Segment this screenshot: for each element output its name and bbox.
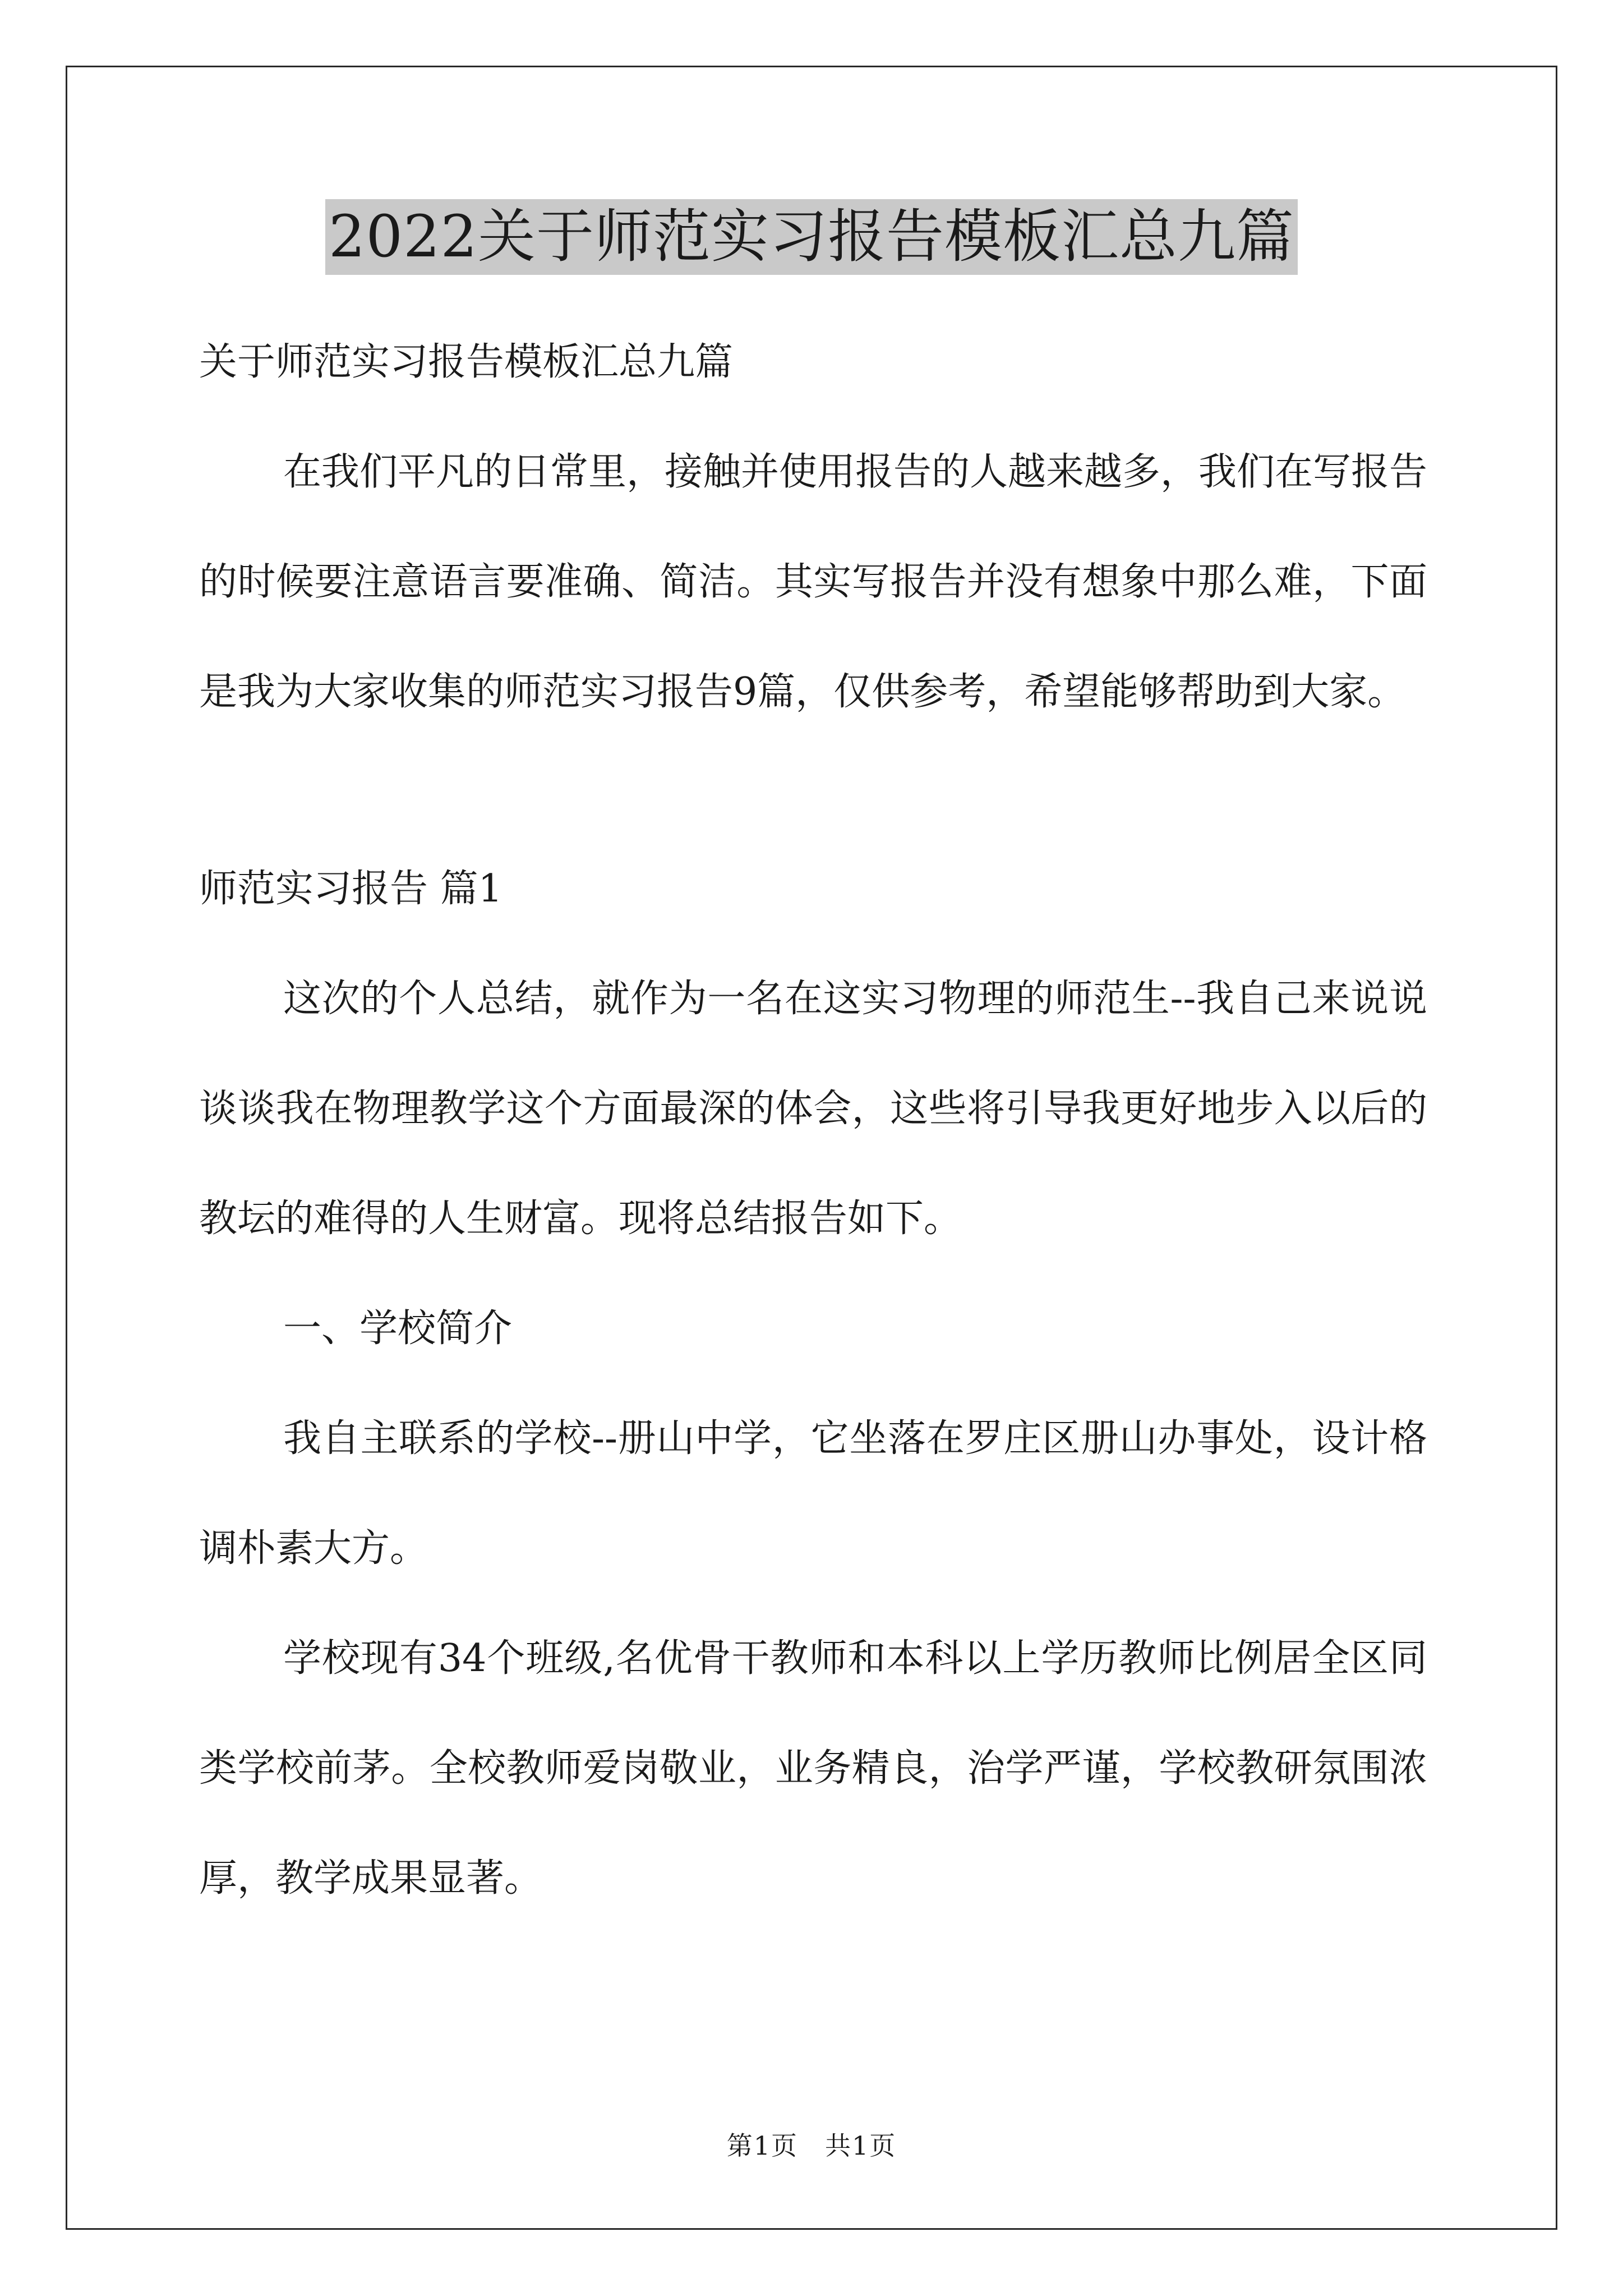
title-container	[0, 199, 1623, 275]
document-subtitle: 关于师范实习报告模板汇总九篇	[199, 340, 734, 384]
document-body	[199, 307, 1427, 1934]
body-paragraph-4: 学校现有34个班级,名优骨干教师和本科以上学历教师比例居全区同类学校前茅。全校教师爱岗敬业，业务精良，治学严谨，学校教研氛围浓厚，教学成果显著。	[199, 1636, 1427, 1901]
body-paragraph-1: 这次的个人总结，就作为一名在这实习物理的师范生--我自己来说说谈谈我在物理教学这个方面最深的体会，这些将引导我更好地步入以后的教坛的难得的人生财富。现将总结报告如下。	[199, 977, 1427, 1241]
intro-paragraph: 在我们平凡的日常里，接触并使用报告的人越来越多，我们在写报告的时候要注意语言要准确、简洁。其实写报告并没有想象中那么难，下面是我为大家收集的师范实习报告9篇，仅供参考，希望能够帮助到大家。	[199, 450, 1428, 714]
body-paragraph-3: 我自主联系的学校--册山中学，它坐落在罗庄区册山办事处，设计格调朴素大方。	[199, 1416, 1427, 1571]
body-paragraph-2: 一、学校简介	[283, 1306, 513, 1351]
document-title: 2022关于师范实习报告模板汇总九篇	[325, 199, 1298, 275]
section-heading: 师范实习报告 篇1	[199, 867, 502, 911]
page-footer: 第1页 共1页	[726, 2131, 897, 2161]
